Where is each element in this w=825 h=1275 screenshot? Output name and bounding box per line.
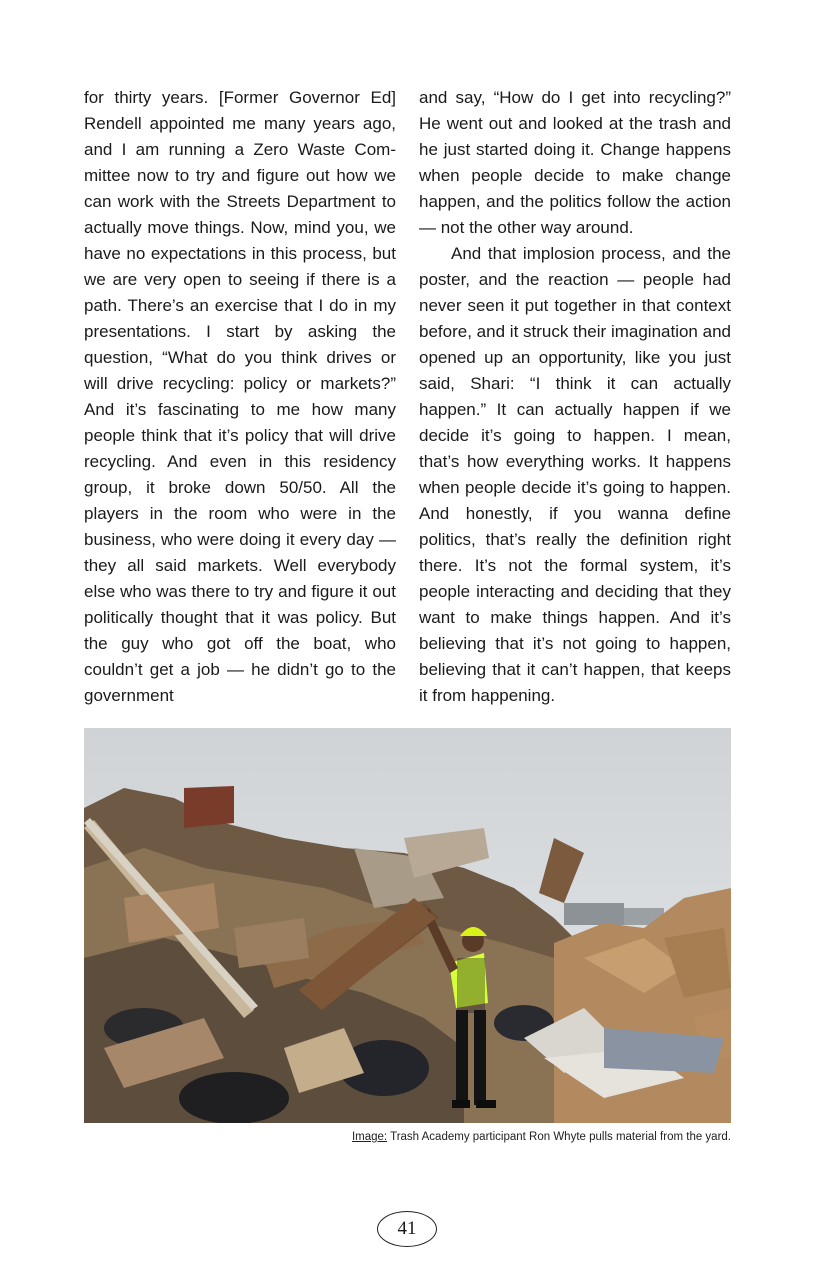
caption-label: Image: <box>351 1131 388 1143</box>
left-column <box>84 85 396 709</box>
photo-recycling-yard <box>84 728 731 1123</box>
body-paragraph: And that implosion process, and the poster, and the reaction — people had never seen it put together in that context before, and it struck their imagination and opened up an opportunity, like you just said, Shari: “I think it can actually happen.” It can actually happen if we decide it’s going to happen. I mean, that’s how everything works. It happens when people decide it’s going to happen. And honestly, if you wanna define politics, that’s really the definition right there. It’s not the formal system, it’s people interacting and deciding that they want to make things happen. And it’s believing that it’s not going to happen, believing that it can’t happen, that keeps it from happening. <box>419 244 731 705</box>
caption-text: Trash Academy participant Ron Whyte pulls material from the yard. <box>387 1131 731 1143</box>
image-caption <box>84 1131 731 1143</box>
right-column <box>419 85 731 709</box>
body-paragraph: for thirty years. [Former Governor Ed] Rendell appointed me many years ago, and I am running a Zero Waste Committee now to try and figure out how we can work with the Streets Department to actually move things. Now, mind you, we have no expectations in this process, but we are very open to seeing if there is a path. There’s an exercise that I do in my presentations. I start by asking the question, “What do you think drives or will drive recycling: policy or markets?” And it’s fascinating to me how many people think that it’s policy that will drive recycling. And even in this residency group, it broke down 50/50. All the players in the room who were in the business, who were doing it every day — they all said markets. Well everybody else who was there to try and figure it out politically thought that it was policy. But the guy who got off the boat, who couldn’t get a job — he didn’t go to the government <box>84 88 396 705</box>
body-paragraph: and say, “How do I get into recycling?” He went out and looked at the trash and he just started doing it. Change happens when people decide to make change happen, and the politics follow the action — not the other way around. <box>419 88 731 237</box>
page-number: 41 <box>377 1211 437 1247</box>
